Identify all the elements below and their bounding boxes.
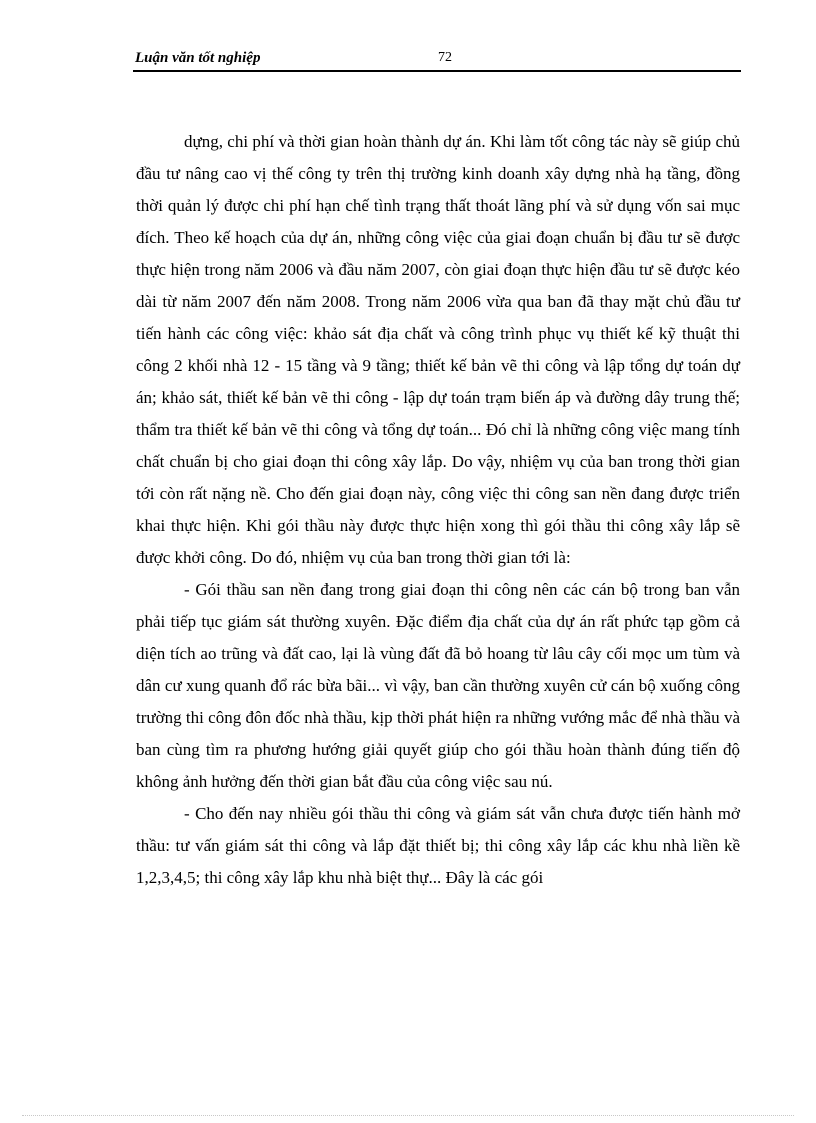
- page-bottom-dotted-border: [22, 1115, 794, 1116]
- paragraph-2: - Gói thầu san nền đang trong giai đoạn thi công nên các cán bộ trong ban vẫn phải tiếp tục giám sát thường xuyên. Đặc điểm địa chất của dự án rất phức tạp gồm cả diện tích ao trũng và đất cao, lại là vùng đất đã bỏ hoang từ lâu cây cối mọc um tùm và dân cư xung quanh đổ rác bừa bãi... vì vậy, ban cần thường xuyên cử cán bộ xuống công trường thi công đôn đốc nhà thầu, kịp thời phát hiện ra những vướng mắc để nhà thầu và ban cùng tìm ra phương hướng giải quyết giúp cho gói thầu hoàn thành đúng tiến độ không ảnh hưởng đến thời gian bắt đầu của công việc sau nú.: [136, 580, 740, 791]
- document-body: [136, 126, 740, 894]
- page-header: [133, 46, 741, 72]
- paragraph-3: - Cho đến nay nhiều gói thầu thi công và giám sát vẫn chưa được tiến hành mở thầu: tư vấn giám sát thi công và lắp đặt thiết bị; thi công xây lắp các khu nhà liền kề 1,2,3,4,5; thi công xây lắp khu nhà biệt thự... Đây là các gói: [136, 804, 740, 887]
- header-title: Luận văn tốt nghiệp: [135, 50, 261, 66]
- page-number: 72: [438, 50, 452, 65]
- paragraph-1: dựng, chi phí và thời gian hoàn thành dự án. Khi làm tốt công tác này sẽ giúp chủ đầu tư nâng cao vị thế công ty trên thị trường kinh doanh xây dựng nhà hạ tầng, đồng thời quản lý được chi phí hạn chế tình trạng thất thoát lãng phí và sử dụng vốn sai mục đích. Theo kế hoạch của dự án, những công việc của giai đoạn chuẩn bị đầu tư sẽ được thực hiện trong năm 2006 và đầu năm 2007, còn giai đoạn thực hiện đầu tư sẽ được kéo dài từ năm 2007 đến năm 2008. Trong năm 2006 vừa qua ban đã thay mặt chủ đầu tư tiến hành các công việc: khảo sát địa chất và công trình phục vụ thiết kế kỹ thuật thi công 2 khối nhà 12 - 15 tầng và 9 tầng; thiết kế bản vẽ thi công và lập tổng dự toán dự án; khảo sát, thiết kế bản vẽ thi công - lập dự toán trạm biến áp và đường dây trung thế; thẩm tra thiết kế bản vẽ thi công và tổng dự toán... Đó chỉ là những công việc mang tính chất chuẩn bị cho giai đoạn thi công xây lắp. Do vậy, nhiệm vụ của ban trong thời gian tới còn rất nặng nề. Cho đến giai đoạn này, công việc thi công san nền đang được triển khai thực hiện. Khi gói thầu này được thực hiện xong thì gói thầu thi công xây lắp sẽ được khởi công. Do đó, nhiệm vụ của ban trong thời gian tới là:: [136, 132, 740, 567]
